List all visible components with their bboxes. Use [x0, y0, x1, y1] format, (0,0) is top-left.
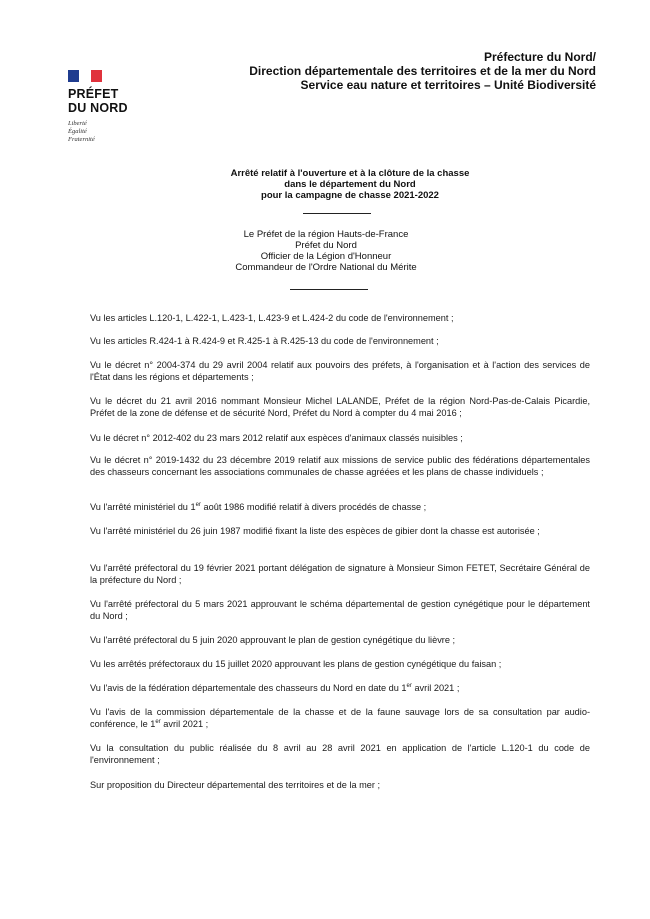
logo-title-line2: DU NORD: [68, 101, 128, 115]
title-divider: [303, 213, 371, 214]
p13-text-a: Vu l'avis de la fédération départementale des chasseurs du Nord en date du 1: [90, 683, 407, 693]
document-header: [249, 50, 596, 92]
title-line3: pour la campagne de chasse 2021-2022: [261, 190, 439, 201]
header-line1: Préfecture du Nord/: [483, 50, 596, 64]
p14-superscript: er: [155, 718, 161, 725]
visa-paragraph-14: [90, 707, 590, 730]
motto-egalite: Égalité: [68, 128, 87, 135]
motto-liberte: Liberté: [68, 120, 87, 127]
visa-paragraph-10: Vu l'arrêté préfectoral du 5 mars 2021 approuvant le schéma départemental de gestion cynégétique pour le département du Nord ;: [90, 599, 590, 621]
logo-title-line1: PRÉFET: [68, 87, 119, 101]
visa-paragraph-7: [90, 502, 590, 514]
visa-paragraph-6: Vu le décret n° 2019-1432 du 23 décembre 2019 relatif aux missions de service public des fédérations départementales des chasseurs concernant les associations communales de chasse agréées et les plans de chasse individuels ;: [90, 455, 590, 477]
visa-paragraph-4: Vu le décret du 21 avril 2016 nommant Monsieur Michel LALANDE, Préfet de la région Nord-Pas-de-Calais Picardie, Préfet de la zone de défense et de sécurité Nord, Préfet du Nord à compter du 4 mai 2016 ;: [90, 396, 590, 418]
visa-paragraph-3: Vu le décret n° 2004-374 du 29 avril 2004 relatif aux pouvoirs des préfets, à l'organisation et à l'action des services de l'État dans les régions et départements ;: [90, 360, 590, 382]
p14-text-b: avril 2021 ;: [160, 718, 209, 729]
logo-motto: [68, 120, 158, 144]
p13-text-b: avril 2021 ;: [411, 683, 460, 693]
p7-text-b: août 1986 modifié relatif à divers procédés de chasse ;: [200, 502, 427, 512]
p7-superscript: er: [195, 501, 201, 508]
prefect-block: [196, 229, 456, 273]
prefect-line1: Le Préfet de la région Hauts-de-France: [243, 229, 409, 240]
header-line2: Direction départementale des territoires et de la mer du Nord: [249, 64, 596, 78]
prefect-line3: Officier de la Légion d'Honneur: [260, 251, 392, 262]
french-flag-icon: [68, 70, 102, 82]
visa-paragraph-1: Vu les articles L.120-1, L.422-1, L.423-1, L.423-9 et L.424-2 du code de l'environnement ;: [90, 313, 454, 323]
visa-paragraph-9: Vu l'arrêté préfectoral du 19 février 2021 portant délégation de signature à Monsieur Simon FETET, Secrétaire Général de la préfecture du Nord ;: [90, 563, 590, 585]
visa-paragraph-16: Sur proposition du Directeur départemental des territoires et de la mer ;: [90, 780, 381, 790]
title-line1: Arrêté relatif à l'ouverture et à la clôture de la chasse: [230, 168, 470, 179]
visa-paragraph-8: Vu l'arrêté ministériel du 26 juin 1987 modifié fixant la liste des espèces de gibier dont la chasse est autorisée ;: [90, 526, 540, 536]
prefect-divider: [290, 289, 368, 290]
header-line3: Service eau nature et territoires – Unité Biodiversité: [300, 78, 596, 92]
decree-title: [160, 168, 540, 201]
visa-paragraph-15: Vu la consultation du public réalisée du 8 avril au 28 avril 2021 en application de l'article L.120-1 du code de l'environnement ;: [90, 743, 590, 765]
visa-paragraph-11: Vu l'arrêté préfectoral du 5 juin 2020 approuvant le plan de gestion cynégétique du lièvre ;: [90, 635, 456, 645]
prefet-logo: [68, 70, 158, 144]
visa-paragraph-13: [90, 683, 590, 695]
prefect-line2: Préfet du Nord: [295, 240, 357, 251]
motto-fraternite: Fraternité: [68, 136, 95, 143]
title-line2: dans le département du Nord: [284, 179, 416, 190]
prefect-line4: Commandeur de l'Ordre National du Mérite: [235, 262, 417, 273]
p7-text-a: Vu l'arrêté ministériel du 1: [90, 502, 196, 512]
visa-paragraph-2: Vu les articles R.424-1 à R.424-9 et R.425-1 à R.425-13 du code de l'environnement ;: [90, 336, 439, 346]
visa-paragraph-12: Vu les arrêtés préfectoraux du 15 juillet 2020 approuvant les plans de gestion cynégétique du faisan ;: [90, 659, 502, 669]
visa-paragraph-5: Vu le décret n° 2012-402 du 23 mars 2012 relatif aux espèces d'animaux classés nuisibles ;: [90, 433, 463, 443]
p13-superscript: er: [406, 682, 412, 689]
p14-text-a: Vu l'avis de la commission départementale de la chasse et de la faune sauvage lors de sa consultation par audio-conférence, le 1: [90, 707, 590, 729]
